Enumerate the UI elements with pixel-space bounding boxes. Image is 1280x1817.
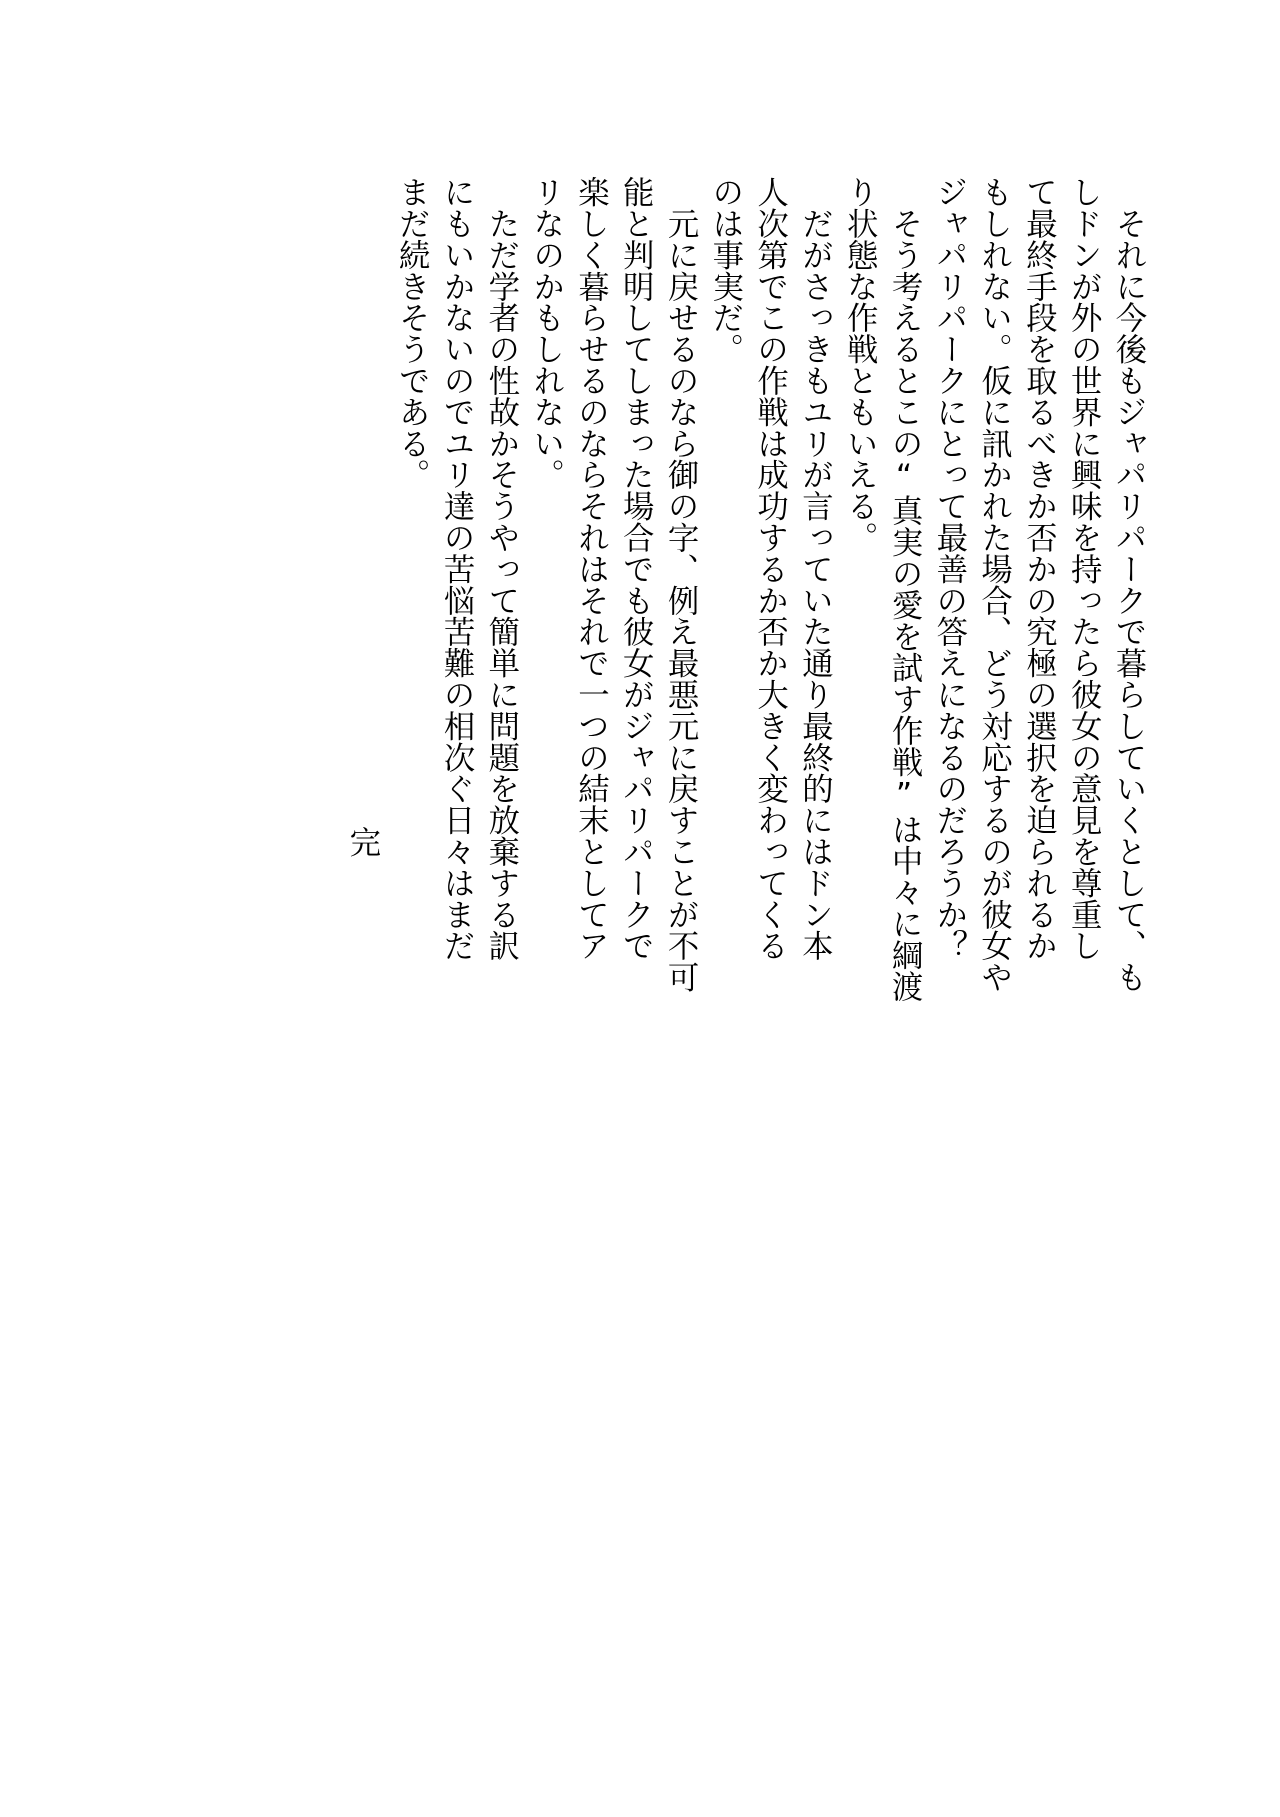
text-column: 楽しく暮らせるのならそれはそれで一つの結末としてア <box>572 176 609 961</box>
text-column: り状態な作戦ともいえる。 <box>841 176 878 553</box>
text-column: 能と判明してしまった場合でも彼女がジャパリパークで <box>617 176 654 961</box>
text-column: しドンが外の世界に興味を持ったら彼女の意見を尊重し <box>1065 176 1102 961</box>
text-column: て最終手段を取るべきか否かの究極の選択を迫られるか <box>1020 176 1057 961</box>
text-column: のは事実だ。 <box>706 176 743 365</box>
text-column: だがさっきもユリが言っていた通り最終的にはドン本 <box>796 176 833 961</box>
body-text <box>388 176 1150 1076</box>
end-mark: 完 <box>343 826 380 858</box>
text-column: まだ続きそうである。 <box>393 176 430 490</box>
text-column: それに今後もジャパリパークで暮らしていくとして、も <box>1110 176 1146 993</box>
text-column: 元に戻せるのなら御の字、例え最悪元に戻すことが不可 <box>662 176 699 993</box>
text-column: もしれない。仮に訊かれた場合、どう対応するのが彼女や <box>975 176 1012 993</box>
text-column: 人次第でこの作戦は成功するか否か大きく変わってくる <box>751 176 788 961</box>
text-column: ジャパリパークにとって最善の答えになるのだろうか？ <box>930 176 967 961</box>
text-column: リなのかもしれない。 <box>527 176 564 490</box>
text-column: ただ学者の性故かそうやって簡単に問題を放棄する訳 <box>482 176 519 961</box>
text-column: そう考えるとこの“真実の愛を試す作戦”は中々に綱渡 <box>886 176 923 1002</box>
text-column: にもいかないのでユリ達の苦悩苦難の相次ぐ日々はまだ <box>438 176 475 961</box>
